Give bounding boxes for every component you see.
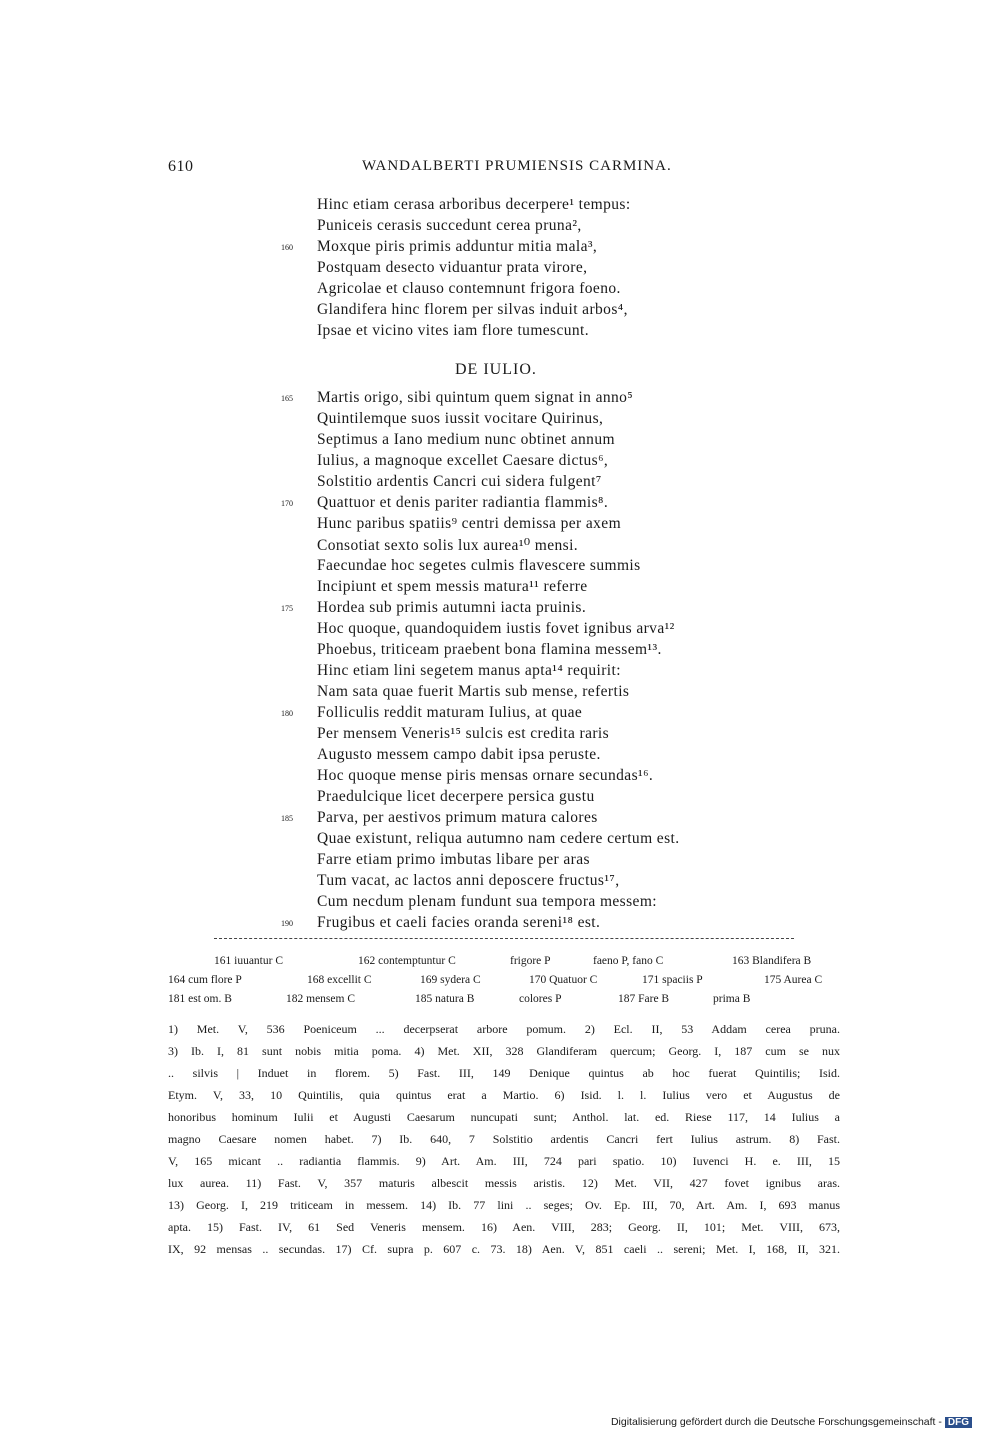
verse-line: Ipsae et vicino vites iam flore tumescunt. (317, 322, 590, 339)
apparatus-entry: 162 contemptuntur C (358, 955, 456, 967)
verse-line: Iulius, a magnoque excellet Caesare dictus⁶, (317, 452, 609, 469)
verse-line: Hordea sub primis autumni iacta pruinis. (317, 599, 587, 616)
apparatus-entry: 171 spaciis P (642, 974, 703, 986)
verse-line: Quintilemque suos iussit vocitare Quirinus, (317, 410, 604, 427)
verse-line: Parva, per aestivos primum matura calores (317, 809, 598, 826)
apparatus-entry: 161 iuuantur C (214, 955, 283, 967)
apparatus-entry: 163 Blandifera B (732, 955, 812, 967)
running-title: WANDALBERTI PRUMIENSIS CARMINA. (362, 158, 672, 174)
verse-line: Praedulcique licet decerpere persica gustu (317, 788, 595, 805)
source-note: 13) Georg. I, 219 triticeam in messem. 14) Ib. 77 lini .. seges; Ov. Ep. III, 70, Art. Am. I, 693 manus (168, 1198, 840, 1212)
line-number: 170 (281, 499, 293, 508)
apparatus-entry: 187 Fare B (618, 993, 670, 1005)
verse-line: Glandifera hinc florem per silvas induit arbos⁴, (317, 301, 628, 318)
source-note: Etym. V, 33, 10 Quintilis, quia quintus erat a Martio. 6) Isid. l. l. Iulius vero et Augustus de (168, 1088, 840, 1102)
verse-line: Phoebus, triticeam praebent bona flamina messem¹³. (317, 641, 662, 658)
verse-line: Hinc etiam lini segetem manus apta¹⁴ requirit: (317, 662, 621, 679)
apparatus-entry: faeno P, fano C (593, 955, 664, 967)
verse-line: Quattuor et denis pariter radiantia flammis⁸. (317, 494, 609, 511)
verse-line: Tum vacat, ac lactos anni deposcere fructus¹⁷, (317, 872, 620, 889)
verse-line: Hoc quoque mense piris mensas ornare secundas¹⁶. (317, 767, 654, 784)
verse-line: Agricolae et clauso contemnunt frigora foeno. (317, 280, 621, 297)
apparatus-entry: 182 mensem C (286, 993, 355, 1005)
credit-text: Digitalisierung gefördert durch die Deutsche Forschungsgemeinschaft - (610, 1416, 942, 1428)
verse-line: Per mensem Veneris¹⁵ sulcis est credita raris (317, 725, 610, 742)
source-note: IX, 92 mensas .. secundas. 17) Cf. supra p. 607 c. 73. 18) Aen. V, 851 caeli .. sereni; Met. I, 168, II, 321. (168, 1242, 840, 1256)
source-note: lux aurea. 11) Fast. V, 357 maturis albescit messis aristis. 12) Met. VII, 427 fovet ignibus aras. (168, 1176, 840, 1190)
line-number: 160 (281, 243, 293, 252)
verse-line: Moxque piris primis adduntur mitia mala³, (317, 238, 598, 255)
verse-line: Consotiat sexto solis lux aurea¹⁰ mensi. (317, 537, 579, 554)
verse-line: Puniceis cerasis succedunt cerea pruna², (317, 217, 582, 234)
apparatus-line (0, 955, 1000, 971)
dfg-logo: DFG (945, 1417, 972, 1428)
apparatus-entry: 170 Quatuor C (529, 974, 598, 986)
verse-line: Incipiunt et spem messis matura¹¹ referre (317, 578, 588, 595)
verse-line: Hunc paribus spatiis⁹ centri demissa per axem (317, 515, 622, 532)
verse-line: Cum necdum plenam fundunt sua tempora messem: (317, 893, 657, 910)
apparatus-entry: 164 cum flore P (168, 974, 242, 986)
apparatus-entry: frigore P (510, 955, 551, 967)
source-note: magno Caesare nomen habet. 7) Ib. 640, 7 Solstitio ardentis Cancri fert Iulius astrum. 8) Fast. (168, 1132, 840, 1146)
line-number: 180 (281, 709, 293, 718)
apparatus-entry: 169 sydera C (420, 974, 481, 986)
page-number: 610 (168, 158, 194, 175)
verse-line: Septimus a Iano medium nunc obtinet annum (317, 431, 615, 448)
apparatus-line (0, 993, 1000, 1009)
apparatus-entry: 175 Aurea C (764, 974, 823, 986)
apparatus-entry: colores P (519, 993, 562, 1005)
source-note: .. silvis | Induet in florem. 5) Fast. III, 149 Denique quintus ab hoc fuerat Quintilis; Isid. (168, 1066, 840, 1080)
line-number: 165 (281, 394, 293, 403)
verse-line: Augusto messem campo dabit ipsa peruste. (317, 746, 601, 763)
apparatus-line (0, 974, 1000, 990)
section-heading: DE IULIO. (455, 361, 537, 378)
footnote-divider (214, 938, 794, 939)
source-note: 3) Ib. I, 81 sunt nobis mitia poma. 4) Met. XII, 328 Glandiferam quercum; Georg. I, 187 cum se nux (168, 1044, 840, 1058)
source-note: V, 165 micant .. radiantia flammis. 9) Art. Am. III, 724 pari spatio. 10) Iuvenci H. e. III, 15 (168, 1154, 840, 1168)
source-note: honoribus hominum Iulii et Augusti Caesarum nuncupati sunt; Anthol. lat. ed. Riese 117, 14 Iulius a (168, 1110, 840, 1124)
apparatus-entry: 181 est om. B (168, 993, 232, 1005)
verse-line: Farre etiam primo imbutas libare per aras (317, 851, 590, 868)
line-number: 175 (281, 604, 293, 613)
verse-line: Hinc etiam cerasa arboribus decerpere¹ tempus: (317, 196, 631, 213)
verse-line: Frugibus et caeli facies oranda sereni¹⁸ est. (317, 914, 601, 931)
source-note: apta. 15) Fast. IV, 61 Sed Veneris mensem. 16) Aen. VIII, 283; Georg. II, 101; Met. VIII, 673, (168, 1220, 840, 1234)
line-number: 185 (281, 814, 293, 823)
verse-line: Faecundae hoc segetes culmis flavescere summis (317, 557, 641, 574)
line-number: 190 (281, 919, 293, 928)
source-note: 1) Met. V, 536 Poeniceum ... decerpserat arbore pomum. 2) Ecl. II, 53 Addam cerea pruna. (168, 1022, 840, 1036)
verse-line: Hoc quoque, quandoquidem iustis fovet ignibus arva¹² (317, 620, 675, 637)
digitization-credit (611, 1416, 972, 1428)
verse-line: Quae existunt, reliqua autumno nam cedere certum est. (317, 830, 680, 847)
apparatus-entry: prima B (713, 993, 751, 1005)
verse-line: Nam sata quae fuerit Martis sub mense, refertis (317, 683, 630, 700)
apparatus-entry: 185 natura B (415, 993, 475, 1005)
verse-line: Folliculis reddit maturam Iulius, at quae (317, 704, 583, 721)
verse-line: Solstitio ardentis Cancri cui sidera fulgent⁷ (317, 473, 602, 490)
verse-line: Martis origo, sibi quintum quem signat in anno⁵ (317, 389, 634, 406)
verse-line: Postquam desecto viduantur prata virore, (317, 259, 588, 276)
apparatus-entry: 168 excellit C (307, 974, 372, 986)
